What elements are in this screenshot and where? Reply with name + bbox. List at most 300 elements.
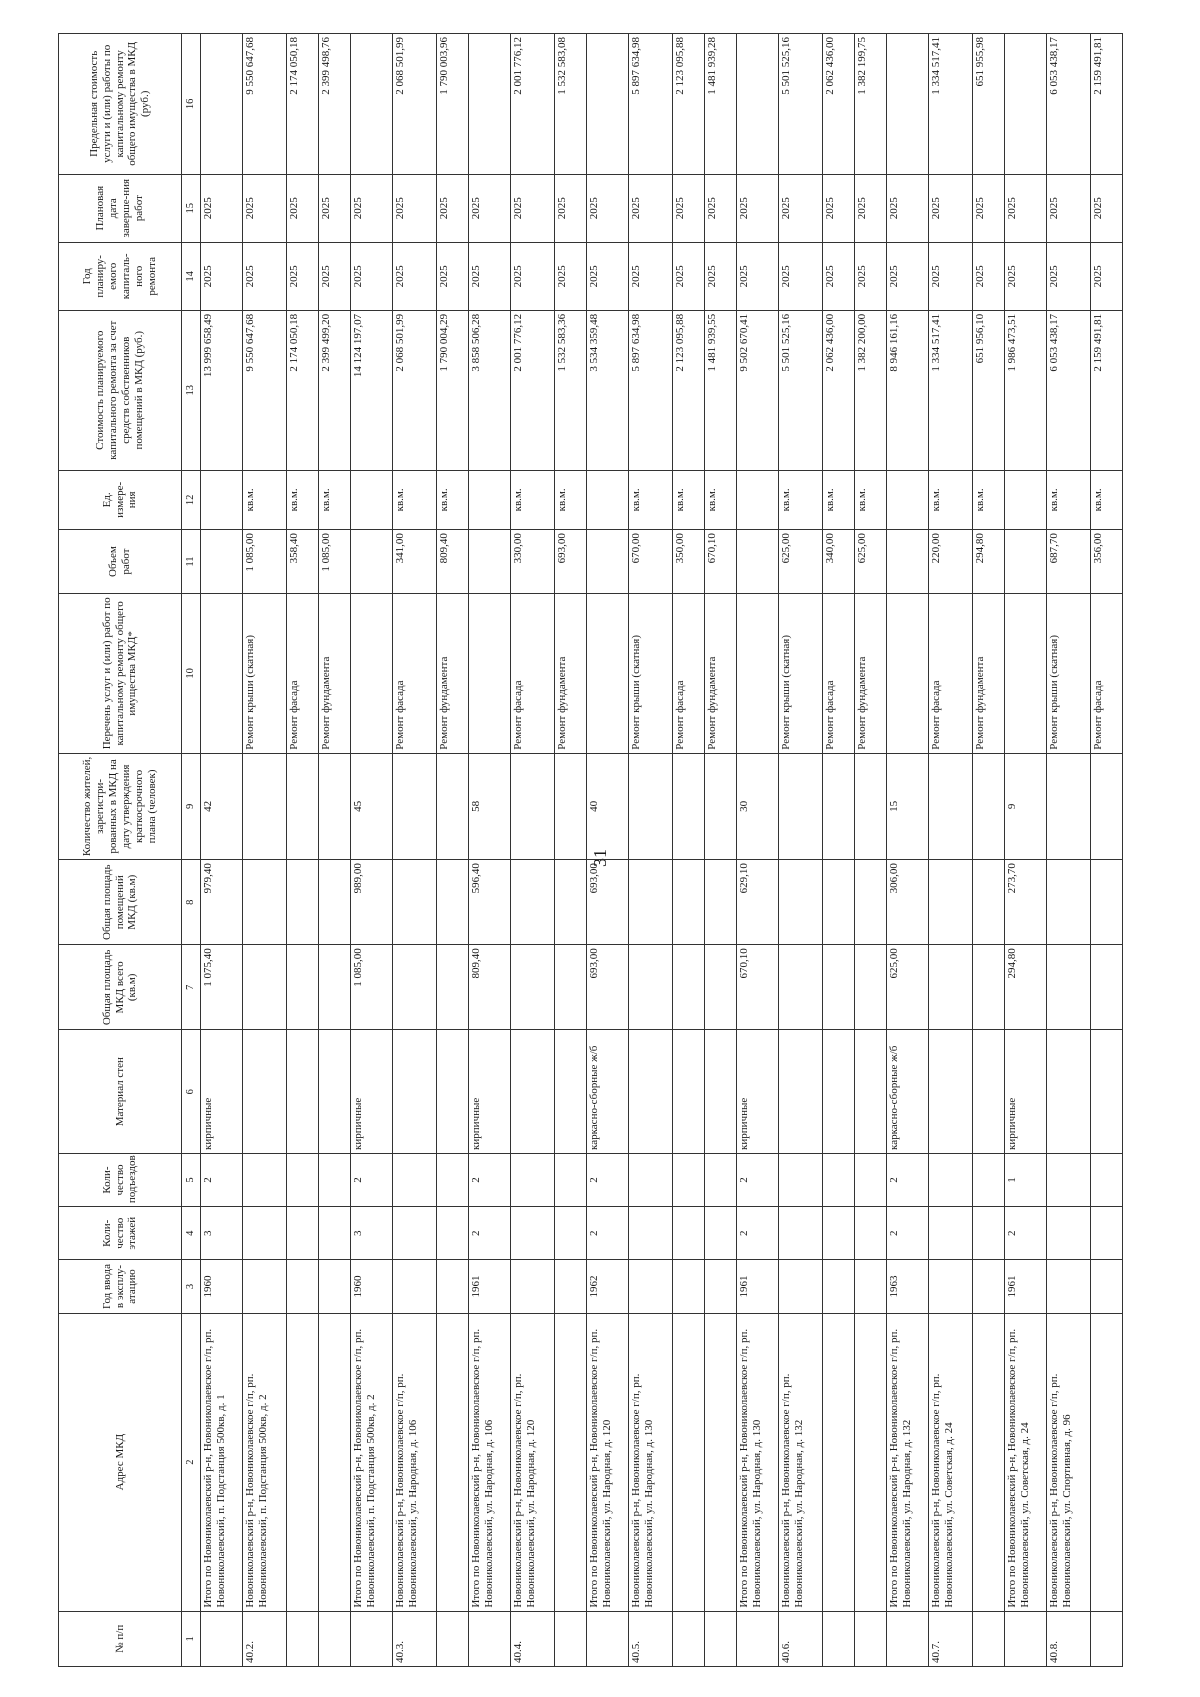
table-row [705,34,737,1667]
table-cell: 40.5. [629,1611,673,1666]
table-cell [855,860,887,945]
table-cell [1091,753,1123,859]
table-cell: кв.м. [555,470,587,530]
table-cell: 1 481 939,55 [705,310,737,470]
header-cell: Год ввода в эксплу-атацию [59,1260,182,1313]
table-cell: 809,40 [437,530,469,594]
table-cell: 2 068 501,99 [393,310,437,470]
table-cell: 1 532 583,08 [555,34,587,175]
table-cell [287,753,319,859]
table-cell [1005,470,1047,530]
table-cell: 294,80 [1005,945,1047,1030]
table-cell [629,1207,673,1260]
table-cell: 2 062 436,00 [823,310,855,470]
table-cell: 625,00 [779,530,823,594]
table-cell: 1961 [737,1260,779,1313]
table-cell: 2025 [511,242,555,310]
table-cell [629,945,673,1030]
table-cell [287,1207,319,1260]
table-cell: 356,00 [1091,530,1123,594]
table-cell [437,1260,469,1313]
total-row [737,34,779,1667]
table-cell: 1 382 199,75 [855,34,887,175]
table-cell: Ремонт фундамента [705,594,737,754]
table-cell [437,1313,469,1611]
table-cell: 1961 [1005,1260,1047,1313]
table-cell [555,1260,587,1313]
column-number: 6 [182,1030,201,1153]
table-cell: 2025 [705,242,737,310]
table-cell: кирпичные [201,1030,243,1153]
table-cell [823,1153,855,1206]
table-cell [393,1153,437,1206]
table-cell [587,530,629,594]
table-cell [555,860,587,945]
header-cell: Общая площадь помещений МКД (кв.м) [59,860,182,945]
total-row [1005,34,1047,1667]
table-row [555,34,587,1667]
table-cell [287,860,319,945]
table-cell: 3 [201,1207,243,1260]
table-cell [511,860,555,945]
table-cell: Итого по Новониколаевский р-н, Новониколаевское г/п, рп. Новониколаевский, п. Подстанция 500кв, д. 1 [201,1313,243,1611]
table-cell: 2 001 776,12 [511,310,555,470]
table-cell: Ремонт фундамента [555,594,587,754]
table-cell: 2 068 501,99 [393,34,437,175]
table-cell [737,594,779,754]
table-cell: кв.м. [705,470,737,530]
table-cell [779,1207,823,1260]
table-cell [705,1611,737,1666]
table-cell: 2025 [1091,242,1123,310]
table-cell: кв.м. [319,470,351,530]
table-cell [201,34,243,175]
table-cell [929,945,973,1030]
table-cell [201,530,243,594]
table-cell [887,470,929,530]
table-cell: 2025 [587,242,629,310]
table-cell: 2025 [887,174,929,242]
table-cell [319,1030,351,1153]
table-cell [823,1207,855,1260]
table-cell [737,34,779,175]
table-cell [319,1313,351,1611]
table-cell: 3 534 359,48 [587,310,629,470]
table-cell [705,1207,737,1260]
table-cell [737,470,779,530]
table-cell: 2025 [555,242,587,310]
table-cell [319,945,351,1030]
table-cell: 2025 [319,174,351,242]
total-row [351,34,393,1667]
table-cell: 42 [201,753,243,859]
column-number: 5 [182,1153,201,1206]
table-cell [511,1207,555,1260]
table-cell [393,1030,437,1153]
table-cell: 14 124 197,07 [351,310,393,470]
table-cell: 2 [351,1153,393,1206]
table-cell [437,1611,469,1666]
table-cell: Новониколаевский р-н, Новониколаевское г/п, рп. Новониколаевский, ул. Народная, д. 106 [393,1313,437,1611]
table-cell: 2025 [1047,174,1091,242]
table-cell: 40.7. [929,1611,973,1666]
table-cell [555,1153,587,1206]
table-cell: кв.м. [973,470,1005,530]
header-cell: Перечень услуг и (или) работ по капитальному ремонту общего имущества МКД* [59,594,182,754]
table-cell [1005,34,1047,175]
table-cell [469,594,511,754]
table-cell [437,1030,469,1153]
table-cell: 2025 [393,242,437,310]
header-cell: Коли-чество этажей [59,1207,182,1260]
table-cell [319,1207,351,1260]
table-cell: 1 334 517,41 [929,310,973,470]
table-cell [929,1260,973,1313]
table-cell: 306,00 [887,860,929,945]
table-cell: 341,00 [393,530,437,594]
table-cell [887,530,929,594]
table-cell: 2025 [587,174,629,242]
table-cell [243,1153,287,1206]
table-row [929,34,973,1667]
table-cell [351,34,393,175]
table-cell: Ремонт фасада [511,594,555,754]
table-cell: 670,00 [629,530,673,594]
header-cell: Объем работ [59,530,182,594]
table-cell: 670,10 [705,530,737,594]
table-cell [855,1153,887,1206]
table-cell [823,1313,855,1611]
table-cell [511,1260,555,1313]
table-cell [511,945,555,1030]
table-cell: 1 085,00 [319,530,351,594]
header-cell: Коли-чество подъездов [59,1153,182,1206]
table-cell [673,1313,705,1611]
table-cell: 3 858 506,28 [469,310,511,470]
table-cell [1091,1207,1123,1260]
table-row [287,34,319,1667]
table-cell: Новониколаевский р-н, Новониколаевское г/п, рп. Новониколаевский, ул. Советская, д. 24 [929,1313,973,1611]
table-cell: 2025 [973,242,1005,310]
column-number: 4 [182,1207,201,1260]
table-cell: Ремонт фасада [673,594,705,754]
table-cell: Новониколаевский р-н, Новониколаевское г/п, рп. Новониколаевский, ул. Народная, д. 120 [511,1313,555,1611]
table-cell [737,1611,779,1666]
table-cell: 1962 [587,1260,629,1313]
table-cell: 2 399 498,76 [319,34,351,175]
table-cell: 2 001 776,12 [511,34,555,175]
table-cell [823,945,855,1030]
table-cell [243,1030,287,1153]
table-cell: 670,10 [737,945,779,1030]
table-cell: 2025 [555,174,587,242]
table-cell: 5 501 525,16 [779,310,823,470]
table-cell [1047,1030,1091,1153]
table-cell [393,753,437,859]
column-number: 12 [182,470,201,530]
table-cell: 687,70 [1047,530,1091,594]
table-cell [823,1260,855,1313]
rotated-table-container [58,33,1176,1667]
table-cell: 2025 [629,242,673,310]
table-cell: 1 790 003,96 [437,34,469,175]
table-cell [855,945,887,1030]
column-number: 14 [182,242,201,310]
table-cell: 2 [469,1207,511,1260]
table-cell: 2025 [855,174,887,242]
table-cell: Новониколаевский р-н, Новониколаевское г/п, рп. Новониколаевский, ул. Народная, д. 130 [629,1313,673,1611]
table-cell: 9 502 670,41 [737,310,779,470]
table-cell: 40.2. [243,1611,287,1666]
table-cell: Новониколаевский р-н, Новониколаевское г/п, рп. Новониколаевский, п. Подстанция 500кв, д. 2 [243,1313,287,1611]
column-number: 15 [182,174,201,242]
table-row [629,34,673,1667]
total-row [587,34,629,1667]
table-cell [555,1611,587,1666]
table-cell: 2 [737,1153,779,1206]
table-cell: 2 159 491,81 [1091,310,1123,470]
table-row [437,34,469,1667]
table-cell: 273,70 [1005,860,1047,945]
table-cell [973,860,1005,945]
table-cell: 2025 [437,242,469,310]
table-cell: 2 174 050,18 [287,310,319,470]
table-cell: 2025 [351,174,393,242]
table-cell [201,1611,243,1666]
table-cell [469,1611,511,1666]
table-cell [705,753,737,859]
column-number: 2 [182,1313,201,1611]
table-cell: 2025 [287,242,319,310]
table-cell [393,860,437,945]
table-cell [511,753,555,859]
table-row [393,34,437,1667]
table-cell: 2025 [351,242,393,310]
table-cell [1047,1153,1091,1206]
table-cell: кв.м. [511,470,555,530]
table-cell [779,1153,823,1206]
table-row [1047,34,1091,1667]
table-cell [887,1611,929,1666]
table-cell: 629,10 [737,860,779,945]
table-cell: Новониколаевский р-н, Новониколаевское г/п, рп. Новониколаевский, ул. Спортивная, д. 96 [1047,1313,1091,1611]
table-cell: Ремонт фундамента [973,594,1005,754]
table-cell [287,1313,319,1611]
table-cell [1091,945,1123,1030]
table-cell: Ремонт фасада [1091,594,1123,754]
table-cell [319,1260,351,1313]
total-row [887,34,929,1667]
table-cell [243,753,287,859]
header-cell: Год планиру-емого капиталь-ного ремонта [59,242,182,310]
table-cell: 1 085,00 [351,945,393,1030]
table-cell [351,594,393,754]
table-cell [393,1260,437,1313]
table-cell: 5 501 525,16 [779,34,823,175]
table-cell: Ремонт фасада [393,594,437,754]
table-cell: 40.4. [511,1611,555,1666]
table-cell [629,753,673,859]
table-cell [705,860,737,945]
table-cell: 2 [1005,1207,1047,1260]
table-cell: 358,40 [287,530,319,594]
table-cell: 1 382 200,00 [855,310,887,470]
table-cell [587,34,629,175]
table-cell [1091,1153,1123,1206]
table-cell [973,1260,1005,1313]
table-cell: 2 [587,1207,629,1260]
table-cell: 2025 [437,174,469,242]
table-cell [555,753,587,859]
table-cell: Ремонт фундамента [437,594,469,754]
table-cell [673,1153,705,1206]
table-cell [887,34,929,175]
table-cell: 2025 [973,174,1005,242]
header-cell: Адрес МКД [59,1313,182,1611]
column-number: 7 [182,945,201,1030]
table-cell: Итого по Новониколаевский р-н, Новониколаевское г/п, рп. Новониколаевский, ул. Народная, д. 106 [469,1313,511,1611]
table-cell [1047,945,1091,1030]
table-cell [673,860,705,945]
table-cell: 2025 [319,242,351,310]
table-cell: кв.м. [1047,470,1091,530]
header-row [59,34,182,1667]
table-cell: 350,00 [673,530,705,594]
table-cell: 2025 [243,242,287,310]
table-cell [973,1207,1005,1260]
table-cell [555,945,587,1030]
table-cell [243,860,287,945]
table-cell: Итого по Новониколаевский р-н, Новониколаевское г/п, рп. Новониколаевский, ул. Народная, д. 132 [887,1313,929,1611]
column-number: 3 [182,1260,201,1313]
table-cell [351,530,393,594]
table-cell: 2 [887,1153,929,1206]
table-cell: 13 999 658,49 [201,310,243,470]
table-row [823,34,855,1667]
table-cell: Ремонт фасада [287,594,319,754]
table-cell: кв.м. [1091,470,1123,530]
table-cell [855,1313,887,1611]
table-cell: 2025 [201,242,243,310]
table-cell [555,1207,587,1260]
table-cell [779,753,823,859]
table-cell [673,1207,705,1260]
table-cell: 625,00 [855,530,887,594]
table-cell: 693,00 [587,860,629,945]
table-cell: 6 053 438,17 [1047,34,1091,175]
page-number: 31 [589,849,610,867]
table-cell: 58 [469,753,511,859]
table-cell: 2 174 050,18 [287,34,319,175]
table-cell: кирпичные [1005,1030,1047,1153]
table-cell: 2025 [243,174,287,242]
table-cell [973,1313,1005,1611]
table-cell [705,1313,737,1611]
table-cell: 979,40 [201,860,243,945]
table-cell [705,1153,737,1206]
table-cell: кв.м. [779,470,823,530]
table-cell [511,1030,555,1153]
table-cell [629,1260,673,1313]
table-cell [201,470,243,530]
table-cell: 1963 [887,1260,929,1313]
header-cell: Стоимость планируемого капитального ремонта за счет средств собственников помещений в МКД (руб.) [59,310,182,470]
table-cell: Итого по Новониколаевский р-н, Новониколаевское г/п, рп. Новониколаевский, ул. Народная, д. 130 [737,1313,779,1611]
table-cell [1047,1260,1091,1313]
table-cell: 2025 [1005,174,1047,242]
table-cell: 2025 [1047,242,1091,310]
column-number: 10 [182,594,201,754]
table-cell [705,1030,737,1153]
table-cell: 2025 [823,174,855,242]
table-cell: 2 159 491,81 [1091,34,1123,175]
table-cell [737,530,779,594]
table-cell: 40.3. [393,1611,437,1666]
table-cell [779,1260,823,1313]
table-row [1091,34,1123,1667]
table-cell [973,753,1005,859]
table-cell [929,753,973,859]
table-cell: 2 [737,1207,779,1260]
table-cell [1047,1207,1091,1260]
table-cell [1091,1260,1123,1313]
table-cell [929,1030,973,1153]
column-number: 1 [182,1611,201,1666]
table-cell: 40.6. [779,1611,823,1666]
table-cell: 2025 [393,174,437,242]
table-cell: 2 [469,1153,511,1206]
table-cell: кв.м. [629,470,673,530]
table-cell: 2025 [887,242,929,310]
table-cell: Итого по Новониколаевский р-н, Новониколаевское г/п, рп. Новониколаевский, ул. Советская, д. 24 [1005,1313,1047,1611]
table-cell: 2025 [823,242,855,310]
column-number: 13 [182,310,201,470]
table-cell: 9 550 647,68 [243,34,287,175]
table-cell [629,860,673,945]
table-row [973,34,1005,1667]
table-cell: 2025 [201,174,243,242]
table-cell [351,470,393,530]
table-cell: 1 085,00 [243,530,287,594]
table-cell: каркасно-сборные ж/б [587,1030,629,1153]
table-cell [469,470,511,530]
table-cell [855,753,887,859]
table-cell: кв.м. [243,470,287,530]
table-cell: 2025 [1091,174,1123,242]
table-cell [1005,1611,1047,1666]
table-cell: кв.м. [823,470,855,530]
table-cell [673,1030,705,1153]
table-cell [973,1611,1005,1666]
table-cell [393,945,437,1030]
table-cell: Ремонт фасада [929,594,973,754]
table-cell [973,945,1005,1030]
table-cell: 6 053 438,17 [1047,310,1091,470]
table-cell: 693,00 [587,945,629,1030]
header-cell: Предельная стоимость услуги и (или) работы по капитальному ремонту общего имущества в МКД (руб.) [59,34,182,175]
table-cell: 625,00 [887,945,929,1030]
table-cell: кв.м. [437,470,469,530]
column-number: 16 [182,34,201,175]
table-cell [823,1611,855,1666]
table-cell: 40 [587,753,629,859]
capital-repair-table [58,33,1123,1667]
table-cell [243,1207,287,1260]
table-cell: 40.8. [1047,1611,1091,1666]
table-cell [629,1153,673,1206]
table-cell: 1961 [469,1260,511,1313]
column-number: 9 [182,753,201,859]
